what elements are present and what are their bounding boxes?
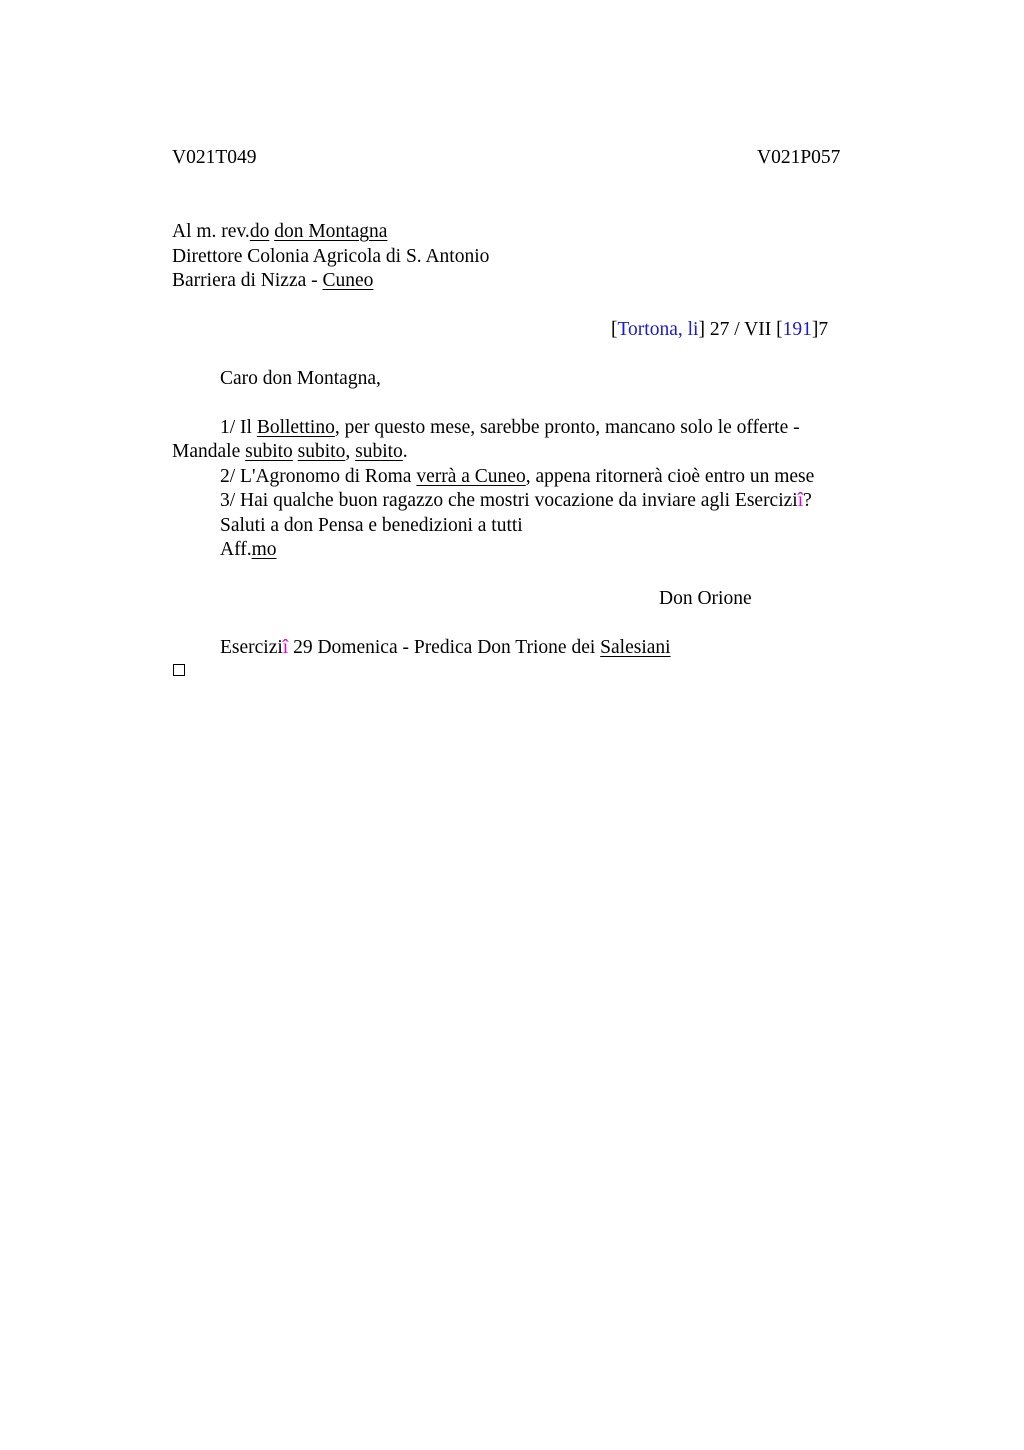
document-code-left: V021T049 xyxy=(172,147,257,168)
dateline xyxy=(611,318,828,342)
item-3-accent: î xyxy=(797,490,804,511)
closing-abbrev: mo xyxy=(251,539,277,560)
item-1-subito-2: subito xyxy=(297,441,346,462)
address-line-2: Direttore Colonia Agricola di S. Antonio xyxy=(172,246,490,267)
postscript-text: 29 Domenica - Predica Don Trione dei xyxy=(288,637,601,658)
address-title: Al m. rev. xyxy=(172,221,250,242)
address-line-1 xyxy=(172,220,387,244)
closing-aff: Aff. xyxy=(220,539,252,560)
address-title-abbrev: do xyxy=(249,221,270,242)
salutation: Caro don Montagna, xyxy=(220,368,381,389)
postscript-salesiani: Salesiani xyxy=(600,637,671,658)
signature: Don Orione xyxy=(659,588,752,609)
item-2-underlined: verrà a Cuneo xyxy=(416,466,526,487)
item-3-question-mark: ? xyxy=(803,490,812,511)
dateline-year-insert: 191 xyxy=(782,319,812,340)
postscript-esercizi: Esercizi xyxy=(220,637,283,658)
item-1-line-1 xyxy=(220,416,800,440)
closing xyxy=(220,538,277,562)
recipient-name: don Montagna xyxy=(274,221,388,242)
dateline-year-end: ]7 xyxy=(811,319,829,340)
address-place: Barriera di Nizza - xyxy=(172,270,323,291)
item-1-text: , per questo mese, sarebbe pronto, mancano solo le offerte - xyxy=(334,417,800,438)
greetings: Saluti a don Pensa e benedizioni a tutti xyxy=(220,515,523,536)
postscript xyxy=(220,636,671,660)
postscript-accent: î xyxy=(282,637,289,658)
item-3-text: 3/ Hai qualche buon ragazzo che mostri vocazione da inviare agli Esercizi xyxy=(220,490,798,511)
item-1-mandale: Mandale xyxy=(172,441,246,462)
dateline-bracket-open: [ xyxy=(611,319,618,340)
item-2-text-pre: 2/ L'Agronomo di Roma xyxy=(220,466,417,487)
document-code-right: V021P057 xyxy=(757,147,841,168)
item-2-text-post: , appena ritornerà cioè entro un mese xyxy=(525,466,815,487)
item-1-period: . xyxy=(402,441,408,462)
address-city: Cuneo xyxy=(322,270,374,291)
item-1-bulletin: Bollettino xyxy=(256,417,335,438)
item-1-number: 1/ Il xyxy=(220,417,257,438)
dateline-place: Tortona, li xyxy=(617,319,699,340)
item-1-line-2 xyxy=(172,440,408,464)
item-2 xyxy=(220,465,814,489)
item-1-subito-3: subito xyxy=(355,441,403,462)
item-1-comma: , xyxy=(345,441,356,462)
item-3 xyxy=(220,489,812,513)
end-marker-box xyxy=(173,664,185,676)
dateline-date: ] 27 / VII [ xyxy=(698,319,783,340)
address-line-3 xyxy=(172,269,373,293)
item-1-subito-1: subito xyxy=(245,441,293,462)
